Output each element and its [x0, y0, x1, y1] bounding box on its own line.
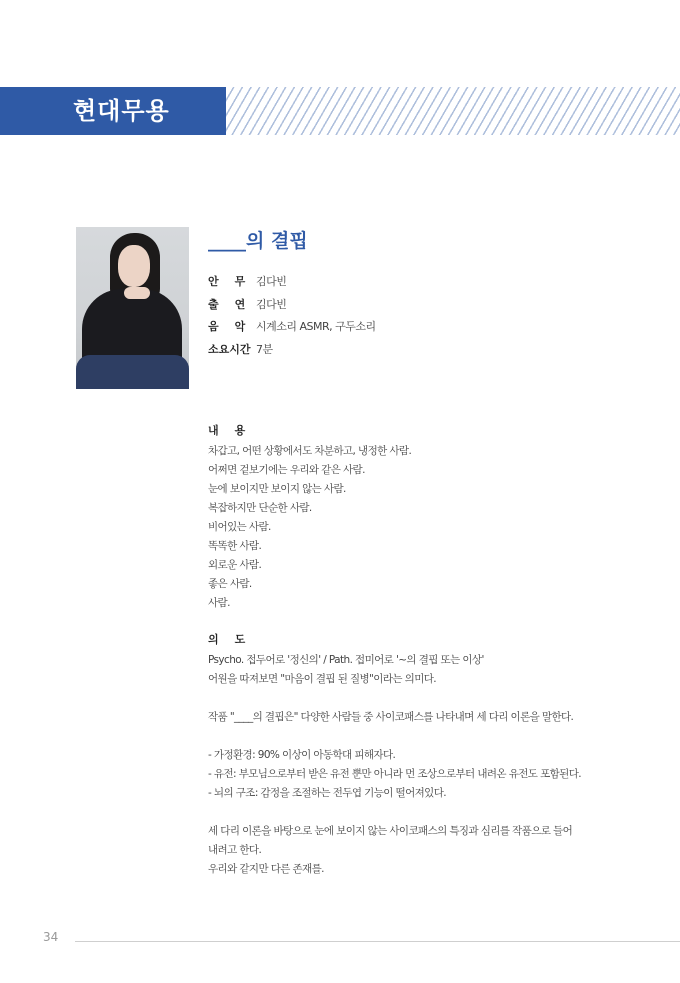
- credit-row-performer: 출 연 김다빈: [208, 296, 376, 319]
- paragraph-line: 차갑고, 어떤 상황에서도 차분하고, 냉정한 사람.: [208, 445, 412, 457]
- work-title: ____의 결핍: [208, 230, 308, 252]
- credit-row-duration: 소요시간 7분: [208, 341, 376, 364]
- paragraph-line: - 뇌의 구조: 감정을 조절하는 전두엽 기능이 떨어져있다.: [208, 787, 446, 799]
- content-paragraph: [208, 442, 411, 613]
- paragraph-line: 좋은 사람.: [208, 578, 252, 590]
- paragraph-line: [208, 803, 581, 822]
- paragraph-line: [208, 727, 581, 746]
- credit-value: 7분: [256, 342, 273, 356]
- paragraph-line: - 유전: 부모님으로부터 받은 유전 뿐만 아니라 먼 조상으로부터 내려온 유전도 포함된다.: [208, 768, 581, 780]
- credit-row-choreography: 안 무 김다빈: [208, 273, 376, 296]
- hatch-pattern: [226, 87, 680, 135]
- content-heading: 내 용: [208, 424, 246, 437]
- paragraph-line: 우리와 같지만 다른 존재를.: [208, 863, 324, 875]
- intent-paragraph: [208, 651, 581, 879]
- credits-list: [208, 273, 376, 363]
- paragraph-line: 외로운 사람.: [208, 559, 262, 571]
- performer-photo: [76, 227, 189, 389]
- paragraph-line: 똑똑한 사람.: [208, 540, 262, 552]
- paragraph-line: 내려고 한다.: [208, 844, 262, 856]
- paragraph-line: 세 다리 이론을 바탕으로 눈에 보이지 않는 사이코패스의 특징과 심리를 작품으로 들어: [208, 825, 573, 837]
- paragraph-line: 어쩌면 겉보기에는 우리와 같은 사람.: [208, 464, 365, 476]
- section-header: [0, 87, 680, 135]
- paragraph-line: 눈에 보이지만 보이지 않는 사람.: [208, 483, 346, 495]
- credit-value: 시계소리 ASMR, 구두소리: [256, 320, 376, 333]
- paragraph-line: 어원을 따져보면 "마음이 결핍 된 질병"이라는 의미다.: [208, 673, 437, 685]
- footer-divider: [75, 941, 680, 942]
- credit-value: 김다빈: [256, 297, 287, 311]
- paragraph-line: [208, 689, 581, 708]
- paragraph-line: 사람.: [208, 597, 230, 609]
- page-number: 34: [43, 930, 59, 944]
- paragraph-line: 복잡하지만 단순한 사람.: [208, 502, 312, 514]
- paragraph-line: Psycho. 접두어로 '정신의' / Path. 접미어로 '~의 결핍 또는 이상': [208, 654, 484, 666]
- section-label: 현대무용: [0, 87, 226, 135]
- paragraph-line: 작품 "____의 결핍은" 다양한 사람들 중 사이코패스를 나타내며 세 다리 이론을 말한다.: [208, 711, 574, 723]
- credit-value: 김다빈: [256, 275, 287, 288]
- paragraph-line: - 가정환경: 90% 이상이 아동학대 피해자다.: [208, 749, 396, 761]
- intent-heading: 의 도: [208, 633, 246, 646]
- credit-row-music: 음 악 시계소리 ASMR, 구두소리: [208, 318, 376, 341]
- paragraph-line: 비어있는 사람.: [208, 521, 271, 533]
